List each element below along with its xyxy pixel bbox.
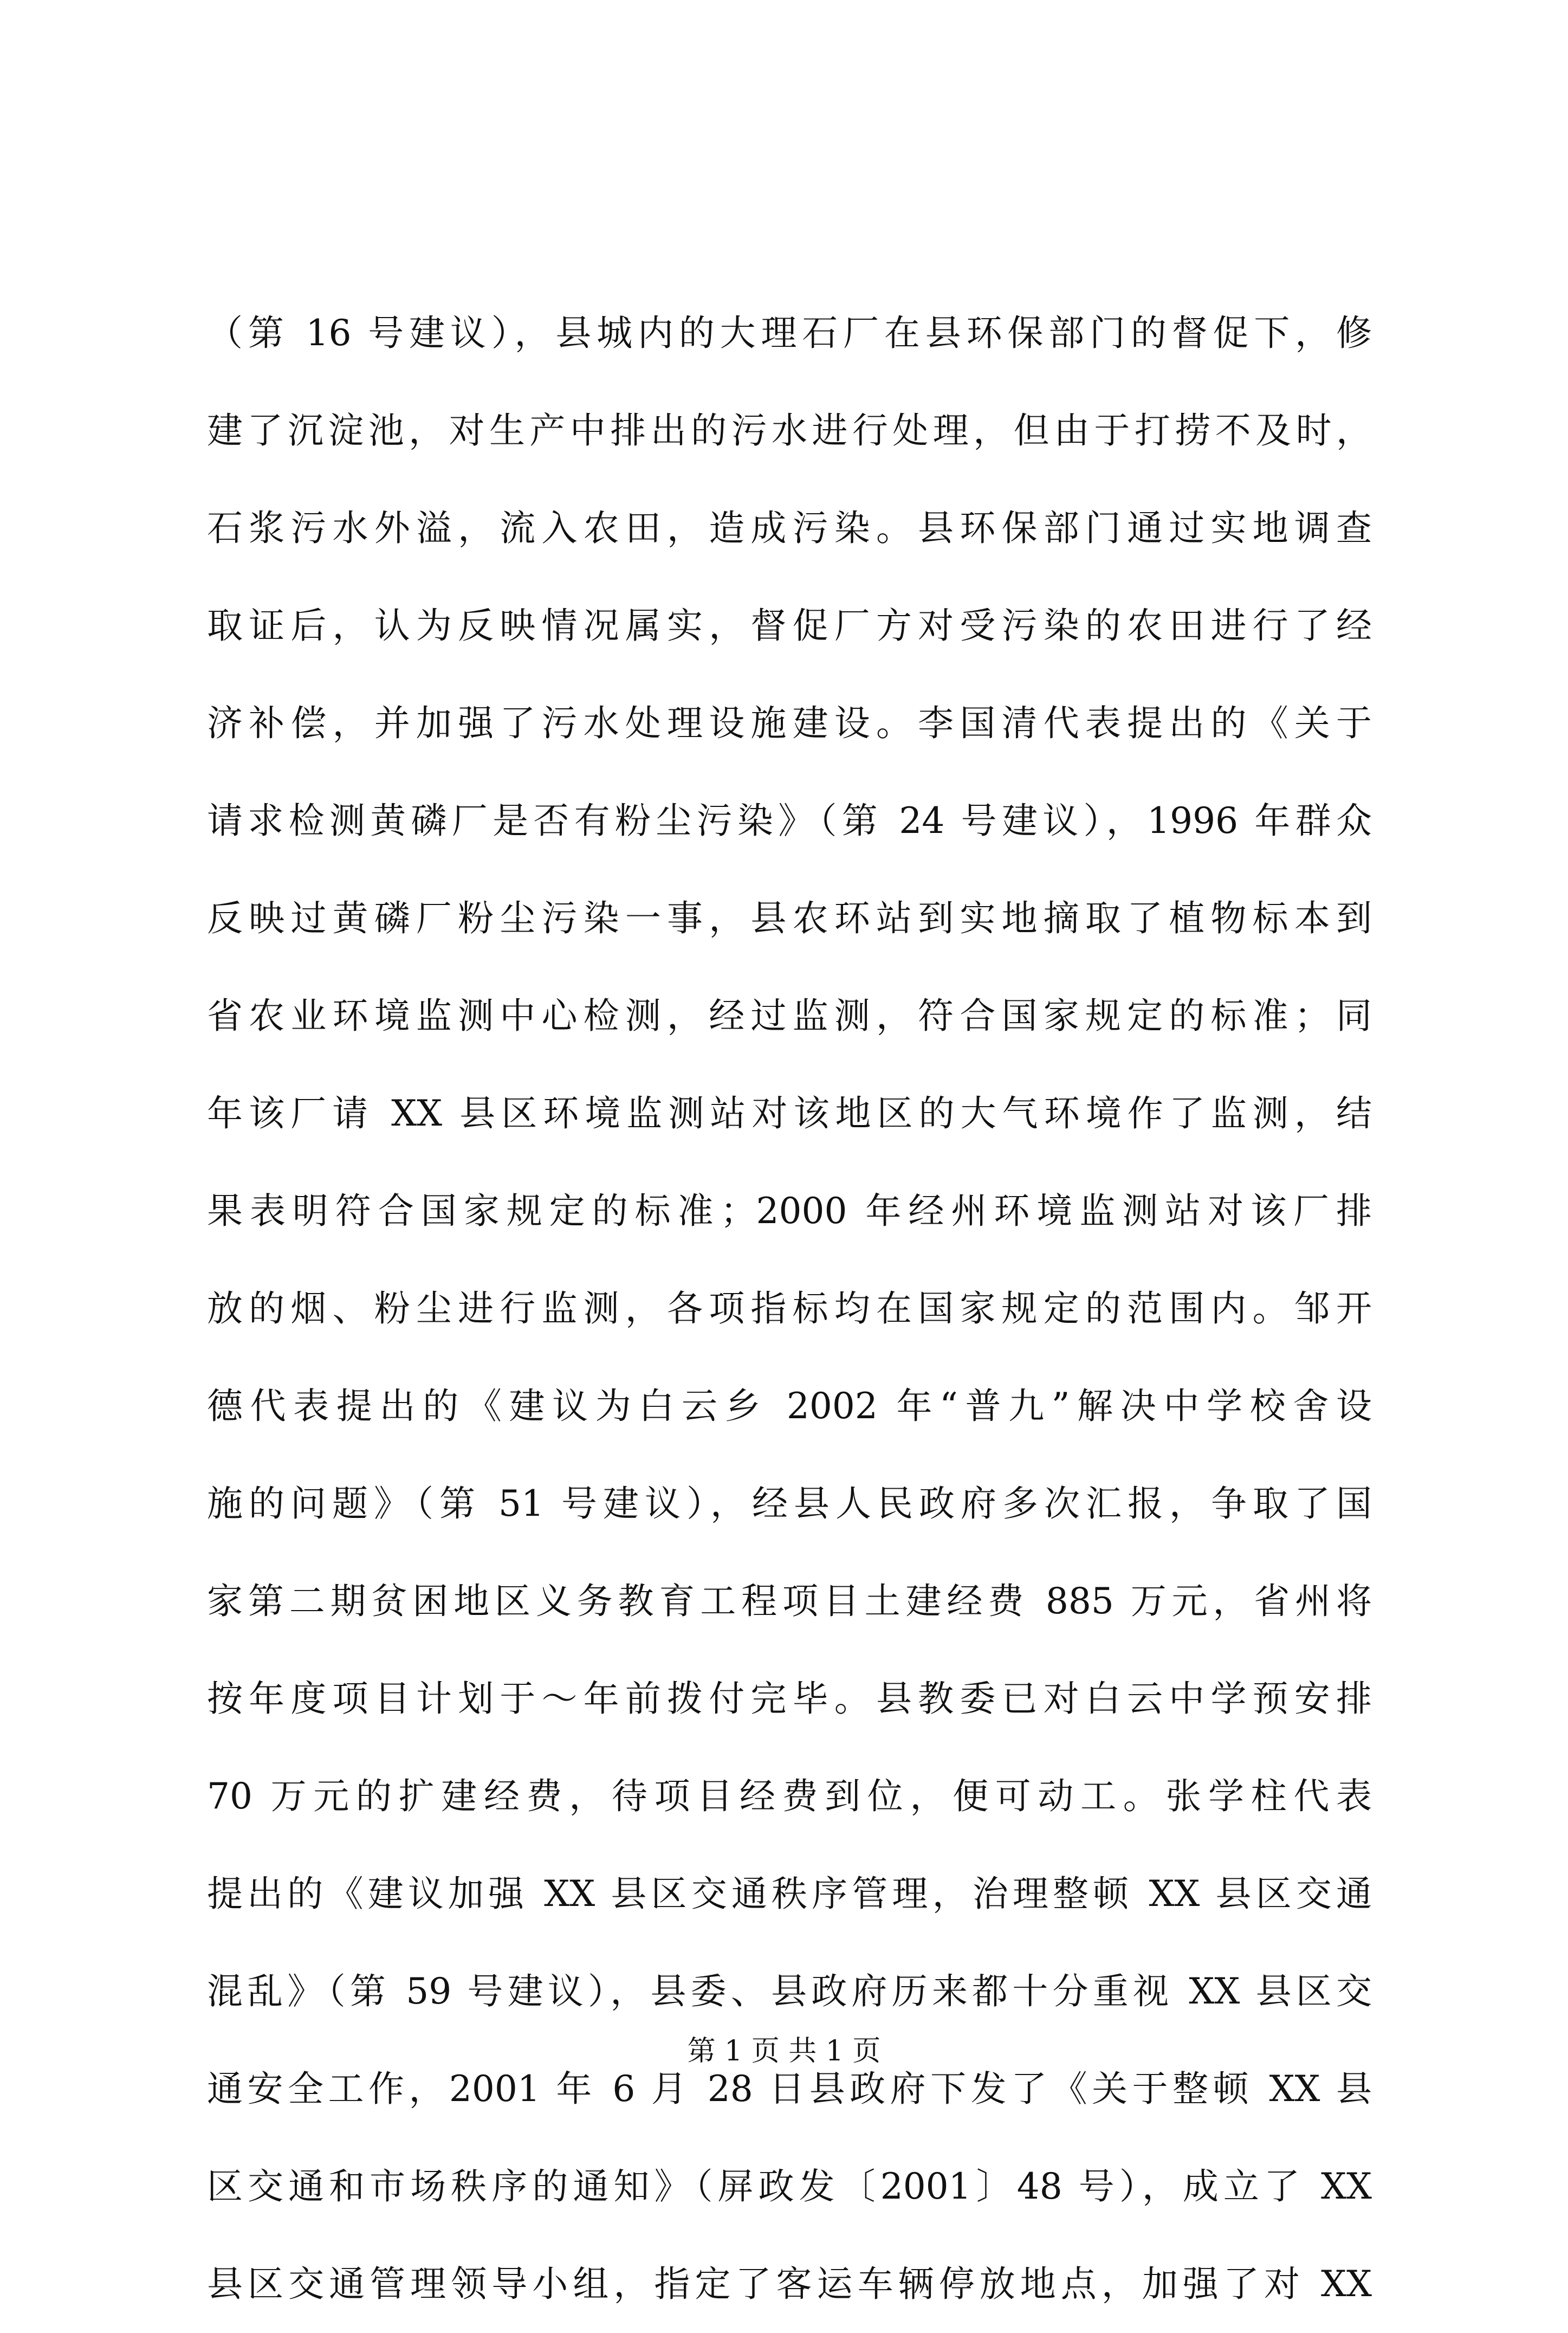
text-line-21: 县区交通管理领导小组，指定了客运车辆停放地点，加强了对 XX: [207, 2263, 1372, 2305]
text-line-16: 70 万元的扩建经费，待项目经费到位，便可动工。张学柱代表: [207, 1775, 1372, 1817]
text-line-13: 施的问题》（第 51 号建议），经县人民政府多次汇报，争取了国: [207, 1483, 1372, 1524]
text-line-20: 区交通和市场秩序的通知》（屏政发〔2001〕48 号），成立了 XX: [207, 2166, 1372, 2207]
text-line-10: 果表明符合国家规定的标准；2000 年经州环境监测站对该厂排: [207, 1190, 1372, 1232]
text-line-19: 通安全工作，2001 年 6 月 28 日县政府下发了《关于整顿 XX 县: [207, 2068, 1372, 2110]
page-footer: 第 1 页 共 1 页: [687, 2035, 881, 2067]
text-line-3: 石浆污水外溢，流入农田，造成污染。县环保部门通过实地调查: [207, 507, 1372, 549]
text-line-18: 混乱》（第 59 号建议），县委、县政府历来都十分重视 XX 县区交: [207, 1970, 1372, 2012]
text-line-8: 省农业环境监测中心检测，经过监测，符合国家规定的标准；同: [207, 995, 1372, 1037]
text-line-6: 请求检测黄磷厂是否有粉尘污染》（第 24 号建议），1996 年群众: [207, 800, 1372, 842]
text-line-2: 建了沉淀池，对生产中排出的污水进行处理，但由于打捞不及时，: [207, 410, 1372, 451]
text-line-5: 济补偿，并加强了污水处理设施建设。李国清代表提出的《关于: [207, 702, 1372, 744]
text-line-12: 德代表提出的《建议为白云乡 2002 年“普九”解决中学校舍设: [207, 1385, 1372, 1427]
text-line-11: 放的烟、粉尘进行监测，各项指标均在国家规定的范围内。邹开: [207, 1288, 1372, 1329]
text-line-4: 取证后，认为反映情况属实，督促厂方对受污染的农田进行了经: [207, 605, 1372, 647]
text-line-1: （第 16 号建议），县城内的大理石厂在县环保部门的督促下，修: [207, 312, 1372, 354]
text-line-9: 年该厂请 XX 县区环境监测站对该地区的大气环境作了监测，结: [207, 1093, 1372, 1134]
text-line-15: 按年度项目计划于～年前拨付完毕。县教委已对白云中学预安排: [207, 1678, 1372, 1720]
body-text: [207, 285, 1372, 2333]
text-line-17: 提出的《建议加强 XX 县区交通秩序管理，治理整顿 XX 县区交通: [207, 1873, 1372, 1915]
text-line-14: 家第二期贫困地区义务教育工程项目土建经费 885 万元，省州将: [207, 1580, 1372, 1622]
text-line-7: 反映过黄磷厂粉尘污染一事，县农环站到实地摘取了植物标本到: [207, 897, 1372, 939]
